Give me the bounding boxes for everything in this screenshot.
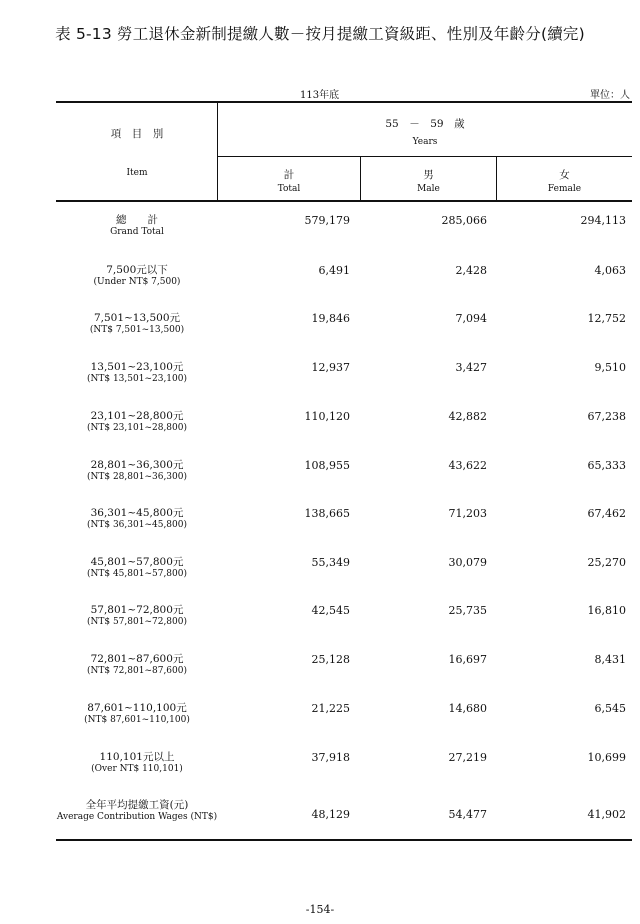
row-label-en: (NT$ 28,801~36,300) xyxy=(86,472,187,482)
row-label-zh: 28,801~36,300元 xyxy=(90,459,184,471)
value-female: 9,510 xyxy=(594,361,626,374)
value-female: 12,752 xyxy=(587,312,626,325)
row-label-en: (NT$ 7,501~13,500) xyxy=(89,325,185,335)
row-label-zh: 7,500元以下 xyxy=(106,264,168,276)
row-label-zh: 7,501~13,500元 xyxy=(93,312,181,324)
col-header-female-en: Female xyxy=(547,184,582,194)
value-female: 25,270 xyxy=(587,556,626,569)
row-label-en: (NT$ 13,501~23,100) xyxy=(86,374,187,384)
page-number: -154- xyxy=(305,903,335,916)
value-total: 579,179 xyxy=(304,214,350,227)
row-label xyxy=(56,507,218,531)
row-label-en: (NT$ 72,801~87,600) xyxy=(86,666,187,676)
value-female: 6,545 xyxy=(594,702,626,715)
value-female: 67,462 xyxy=(587,507,626,520)
row-label xyxy=(56,702,218,726)
col-header-male: 男 xyxy=(423,169,434,181)
row-label-en: (NT$ 23,101~28,800) xyxy=(86,423,187,433)
col-header-total: 計 xyxy=(283,169,295,181)
row-label xyxy=(56,556,218,580)
row-label-en: Grand Total xyxy=(110,227,164,237)
row-label xyxy=(56,361,218,385)
header-bottom-rule xyxy=(56,200,632,202)
value-male: 7,094 xyxy=(455,312,487,325)
row-label-zh: 57,801~72,800元 xyxy=(90,604,184,616)
row-label-en: (Over NT$ 110,101) xyxy=(91,764,183,774)
value-total: 6,491 xyxy=(318,264,350,277)
value-male: 3,427 xyxy=(455,361,487,374)
row-label-en: (NT$ 57,801~72,800) xyxy=(86,617,187,627)
page-title: 表 5-13 勞工退休金新制提繳人數－按月提繳工資級距、性別及年齡分(續完) xyxy=(55,25,585,43)
value-total: 42,545 xyxy=(311,604,350,617)
col-header-male-en: Male xyxy=(417,184,440,194)
value-female: 294,113 xyxy=(580,214,626,227)
value-total: 108,955 xyxy=(304,459,350,472)
row-label xyxy=(56,459,218,483)
table-top-rule xyxy=(56,101,632,103)
value-total: 25,128 xyxy=(311,653,350,666)
value-male: 43,622 xyxy=(448,459,487,472)
value-male: 25,735 xyxy=(448,604,487,617)
value-male: 14,680 xyxy=(448,702,487,715)
row-label-zh: 45,801~57,800元 xyxy=(90,556,184,568)
value-female: 16,810 xyxy=(587,604,626,617)
row-label xyxy=(56,751,218,775)
row-label-zh: 13,501~23,100元 xyxy=(90,361,184,373)
value-female: 41,902 xyxy=(587,808,626,821)
value-total: 55,349 xyxy=(311,556,350,569)
age-group-header-en: Years xyxy=(412,137,438,147)
row-label-zh: 87,601~110,100元 xyxy=(87,702,187,714)
row-label xyxy=(56,604,218,628)
row-label-zh: 36,301~45,800元 xyxy=(90,507,184,519)
row-label xyxy=(56,214,218,238)
value-total: 12,937 xyxy=(311,361,350,374)
value-female: 8,431 xyxy=(594,653,626,666)
col-header-total-en: Total xyxy=(277,184,301,194)
col-header-female: 女 xyxy=(559,169,570,181)
value-total: 21,225 xyxy=(311,702,350,715)
row-label-en: (NT$ 36,301~45,800) xyxy=(86,520,187,530)
value-female: 4,063 xyxy=(594,264,626,277)
value-male: 54,477 xyxy=(448,808,487,821)
item-header-zh: 項 目 別 xyxy=(110,128,164,140)
value-total: 110,120 xyxy=(304,410,350,423)
row-label-zh: 72,801~87,600元 xyxy=(90,653,184,665)
row-label-zh: 總 計 xyxy=(116,214,158,226)
table-bottom-rule xyxy=(56,839,632,841)
year-label: 113年底 xyxy=(300,90,340,101)
row-label-en: (NT$ 87,601~110,100) xyxy=(84,715,190,725)
value-total: 37,918 xyxy=(311,751,350,764)
value-total: 48,129 xyxy=(311,808,350,821)
row-label-zh: 110,101元以上 xyxy=(99,751,175,763)
value-total: 138,665 xyxy=(304,507,350,520)
unit-label: 單位：人 xyxy=(590,90,630,101)
value-male: 16,697 xyxy=(448,653,487,666)
value-male: 2,428 xyxy=(455,264,487,277)
value-female: 10,699 xyxy=(587,751,626,764)
row-label-zh: 23,101~28,800元 xyxy=(90,410,184,422)
value-male: 285,066 xyxy=(441,214,487,227)
row-label xyxy=(56,264,218,288)
item-header-en: Item xyxy=(126,168,148,178)
value-female: 65,333 xyxy=(587,459,626,472)
age-group-header: 55 － 59 歲 xyxy=(385,118,465,130)
row-label xyxy=(56,410,218,434)
value-male: 42,882 xyxy=(448,410,487,423)
row-label-en: (Under NT$ 7,500) xyxy=(93,277,181,287)
value-male: 71,203 xyxy=(448,507,487,520)
row-label-en: (NT$ 45,801~57,800) xyxy=(86,569,187,579)
value-total: 19,846 xyxy=(311,312,350,325)
value-male: 30,079 xyxy=(448,556,487,569)
row-label-zh: 全年平均提繳工資(元) xyxy=(85,799,189,811)
row-label-en: Average Contribution Wages (NT$) xyxy=(56,812,218,822)
value-male: 27,219 xyxy=(448,751,487,764)
value-female: 67,238 xyxy=(587,410,626,423)
age-group-rule xyxy=(218,156,632,157)
row-label xyxy=(56,653,218,677)
row-label xyxy=(56,799,218,823)
row-label xyxy=(56,312,218,336)
